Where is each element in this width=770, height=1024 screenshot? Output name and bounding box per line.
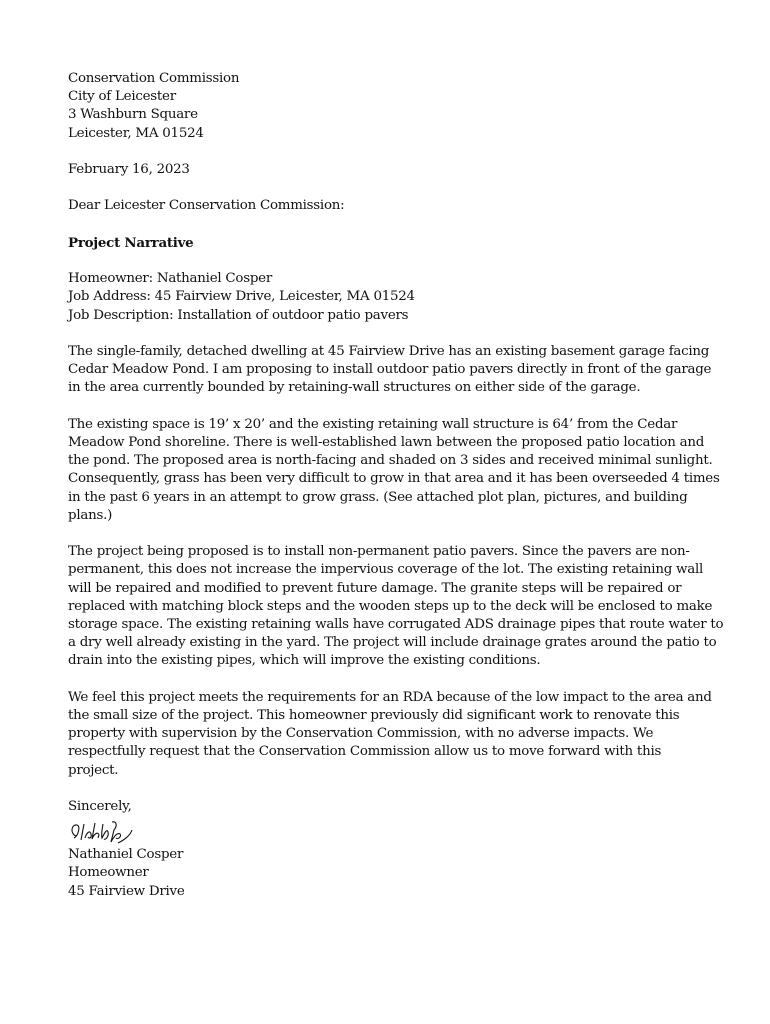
text-line: a dry well already existing in the yard. The project will include drainage grates around the patio to	[68, 635, 717, 651]
text-line: storage space. The existing retaining walls have corrugated ADS drainage pipes that route water to	[68, 616, 724, 632]
paragraph-project-proposal	[68, 543, 724, 670]
text-line: replaced with matching block steps and the wooden steps up to the deck will be enclosed to make	[68, 598, 713, 614]
job-description-line: Job Description: Installation of outdoor patio pavers	[68, 307, 409, 323]
salutation: Dear Leicester Conservation Commission:	[68, 198, 345, 214]
text-line: property with supervision by the Conservation Commission, with no adverse impacts. We	[68, 726, 654, 742]
paragraph-existing-space	[68, 416, 720, 525]
signer-address: 45 Fairview Drive	[68, 883, 185, 899]
paragraph-existing-dwelling	[68, 343, 712, 398]
signature-image	[68, 816, 148, 848]
recipient-line: 3 Washburn Square	[68, 107, 198, 123]
paragraph-request	[68, 689, 712, 780]
text-line: permanent, this does not increase the impervious coverage of the lot. The existing retaining wall	[68, 562, 704, 578]
text-line: project.	[68, 762, 119, 778]
text-line: in the area currently bounded by retaining-wall structures on either side of the garage.	[68, 380, 641, 396]
document-title: Project Narrative	[68, 234, 194, 251]
letter-date: February 16, 2023	[68, 162, 190, 177]
text-line: the small size of the project. This homeowner previously did significant work to renovate this	[68, 707, 680, 723]
text-line: will be repaired and modified to prevent future damage. The granite steps will be repaired or	[68, 580, 682, 596]
signer-role: Homeowner	[68, 865, 149, 881]
text-line: The project being proposed is to install non-permanent patio pavers. Since the pavers are non-	[68, 544, 690, 560]
signer-name: Nathaniel Cosper	[68, 847, 184, 863]
signature-block	[68, 846, 708, 901]
text-line: drain into the existing pipes, which will improve the existing conditions.	[68, 653, 541, 669]
job-address-line: Job Address: 45 Fairview Drive, Leicester, MA 01524	[68, 289, 415, 305]
recipient-line: City of Leicester	[68, 89, 176, 105]
text-line: the pond. The proposed area is north-facing and shaded on 3 sides and received minimal sunlight.	[68, 453, 713, 469]
text-line: The existing space is 19’ x 20’ and the existing retaining wall structure is 64’ from the Cedar	[68, 416, 678, 432]
text-line: plans.)	[68, 507, 113, 523]
text-line: in the past 6 years in an attempt to grow grass. (See attached plot plan, pictures, and building	[68, 489, 688, 505]
closing: Sincerely,	[68, 798, 132, 814]
handwritten-signature	[68, 816, 708, 846]
text-line: The single-family, detached dwelling at 45 Fairview Drive has an existing basement garage facing	[68, 343, 710, 359]
text-line: Cedar Meadow Pond. I am proposing to install outdoor patio pavers directly in front of the garage	[68, 362, 712, 378]
project-info	[68, 270, 708, 325]
homeowner-line: Homeowner: Nathaniel Cosper	[68, 271, 272, 287]
recipient-line: Leicester, MA 01524	[68, 125, 204, 141]
recipient-line: Conservation Commission	[68, 71, 240, 86]
text-line: Consequently, grass has been very difficult to grow in that area and it has been overseeded 4 times	[68, 471, 720, 487]
recipient-address	[68, 70, 708, 143]
text-line: We feel this project meets the requirements for an RDA because of the low impact to the area and	[68, 689, 712, 705]
text-line: Meadow Pond shoreline. There is well-established lawn between the proposed patio location and	[68, 434, 705, 450]
text-line: respectfully request that the Conservation Commission allow us to move forward with this	[68, 744, 662, 760]
letter-body	[68, 70, 724, 901]
